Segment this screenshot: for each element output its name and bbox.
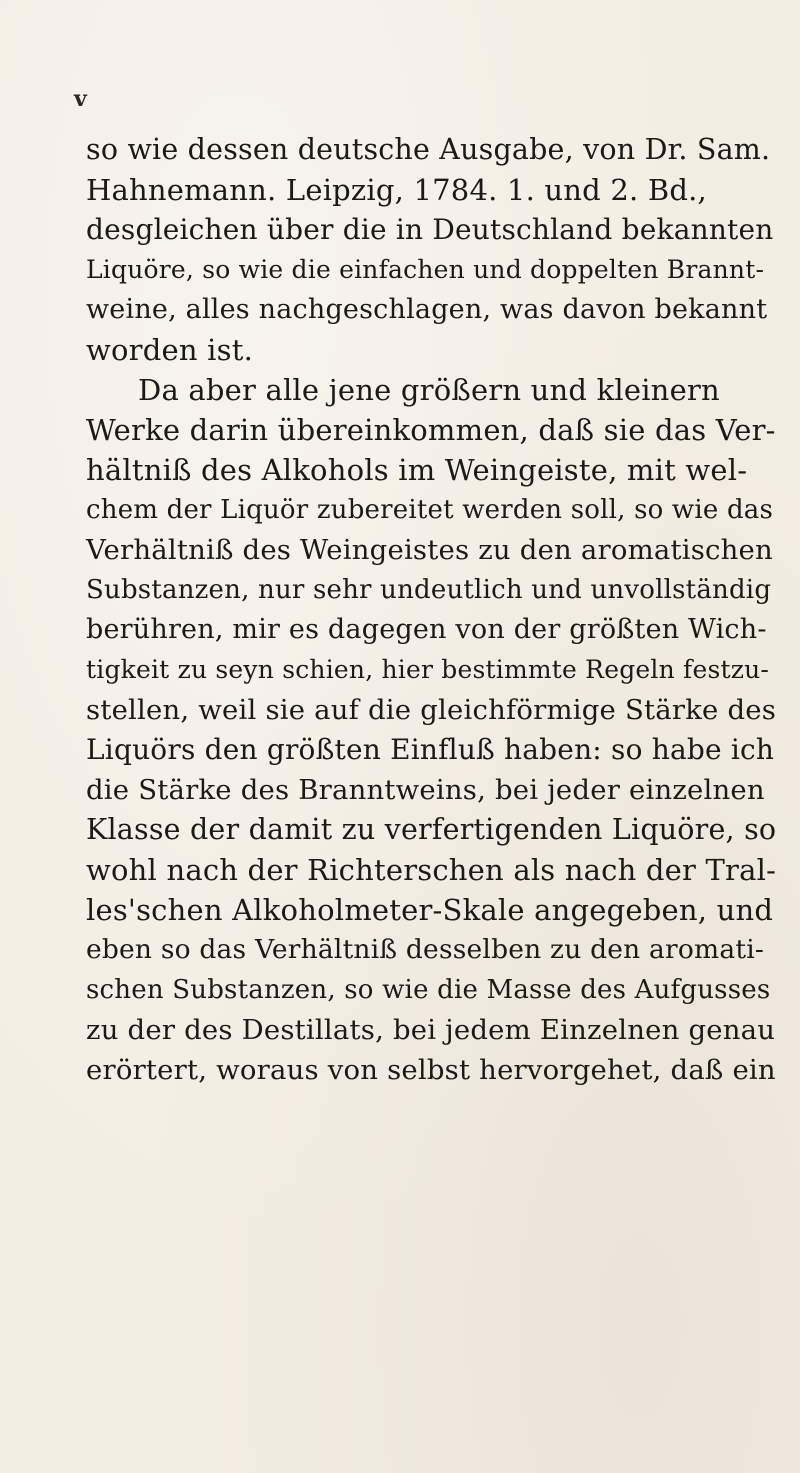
text-line-11: Verhältniß des Weingeistes zu den aromatischen (86, 534, 773, 566)
text-line-13: berühren, mir es dagegen von der größten Wich- (86, 614, 767, 645)
text-line-3: desgleichen über die in Deutschland bekannten (86, 213, 774, 246)
text-line-2: Hahnemann. Leipzig, 1784. 1. und 2. Bd., (86, 173, 707, 207)
text-line-23: zu der des Destillats, bei jedem Einzelnen genau (86, 1014, 776, 1046)
text-line-24: erörtert, woraus von selbst hervorgehet, daß ein (86, 1054, 776, 1086)
text-line-7: Da aber alle jene größern und kleinern (138, 373, 720, 407)
text-line-8: Werke darin übereinkommen, daß sie das Ver- (86, 413, 776, 447)
text-line-18: Klasse der damit zu verfertigenden Liquöre, so (86, 813, 777, 846)
text-line-12: Substanzen, nur sehr undeutlich und unvollständig (86, 575, 772, 605)
text-line-16: Liquörs den größten Einfluß haben: so habe ich (86, 733, 775, 766)
text-line-4: Liquöre, so wie die einfachen und doppelten Brannt- (86, 255, 765, 284)
text-line-22: schen Substanzen, so wie die Masse des Aufgusses (86, 975, 771, 1005)
text-line-6: worden ist. (86, 333, 253, 367)
text-line-9: hältniß des Alkohols im Weingeiste, mit wel- (86, 453, 748, 487)
text-line-17: die Stärke des Branntweins, bei jeder einzelnen (86, 774, 765, 806)
text-line-1: so wie dessen deutsche Ausgabe, von Dr. Sam. (86, 133, 771, 166)
text-line-19: wohl nach der Richterschen als nach der Tral- (86, 853, 777, 887)
text-line-21: eben so das Verhältniß desselben zu den aromati- (86, 934, 765, 965)
text-line-15: stellen, weil sie auf die gleichförmige Stärke des (86, 694, 777, 726)
text-line-5: weine, alles nachgeschlagen, was davon bekannt (86, 294, 768, 325)
text-line-10: chem der Liquör zubereitet werden soll, so wie das (86, 495, 774, 525)
text-line-20: les'schen Alkoholmeter-Skale angegeben, und (86, 893, 774, 927)
text-line-14: tigkeit zu seyn schien, hier bestimmte Regeln festzu- (86, 655, 770, 684)
signature-mark: v (74, 86, 87, 112)
